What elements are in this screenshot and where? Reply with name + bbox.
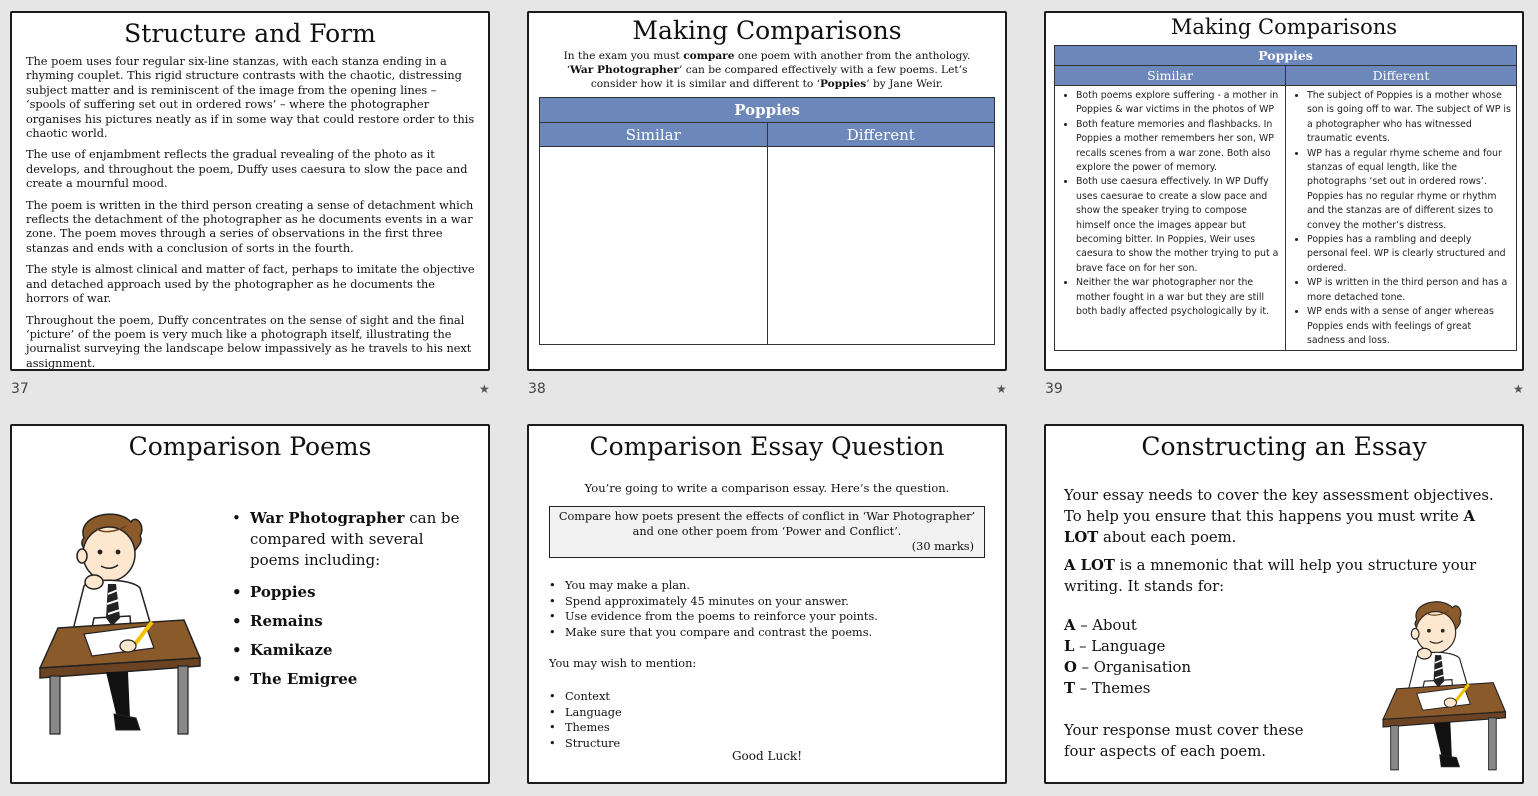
list-item: Context — [565, 690, 610, 703]
list-item: • WP ends with a sense of anger whereas Poppies ends with feelings of great sadness and loss. — [1307, 305, 1512, 348]
mnemonic-item — [1064, 678, 1191, 699]
poem-item: Kamikaze — [250, 641, 333, 659]
slide-intro — [551, 50, 983, 91]
paragraph: The style is almost clinical and matter of fact, perhaps to imitate the objective and detached approach used by the photographer as he documents the horrors of war. — [26, 263, 475, 306]
similar-cell — [1055, 86, 1285, 350]
bullet-icon: • — [232, 583, 242, 601]
different-cell — [767, 147, 995, 344]
paragraph-text: Your response must cover these — [1064, 722, 1304, 739]
list-item: You may make a plan. — [565, 579, 690, 592]
list-item: • Both poems explore suffering - a mother in Poppies & war victims in the photos of WP — [1076, 89, 1281, 118]
slide-37-thumbnail[interactable] — [10, 11, 490, 371]
poem-item: Poppies — [250, 583, 316, 601]
mnemonic-item — [1064, 615, 1191, 636]
list-item: Language — [565, 705, 622, 719]
bullet-icon: • — [232, 641, 242, 659]
list-item: Structure — [565, 736, 621, 750]
list-item: • WP has a regular rhyme scheme and four stanzas of equal length, like the photographs ‘set out in ordered rows’. Poppies has no regular rhyme or rhythm and the stanzas are of different sizes to convey the mother’s distress. — [1307, 147, 1512, 233]
table-body — [540, 147, 994, 344]
intro-text: In the exam you must — [563, 50, 684, 62]
intro-bold: compare — [683, 50, 735, 62]
table-header-row — [540, 123, 994, 147]
slide-39-thumbnail[interactable] — [1044, 11, 1524, 371]
good-luck-text: Good Luck! — [731, 749, 803, 763]
list-item: • Both use caesura effectively. In WP Duffy uses caesurae to create a slow pace and show the speaker trying to compose himself once the images appear but becoming bitter. In Poppies, Weir uses caesura to show the mother trying to put a brave face on for her son. — [1076, 175, 1281, 276]
list-item: • Poppies has a rambling and deeply personal feel. WP is clearly structured and ordered. — [1307, 233, 1512, 276]
bullet-icon: • — [549, 736, 556, 750]
poem-item: Remains — [250, 612, 323, 630]
bullet-icon: • — [232, 612, 242, 630]
lead-text: can be — [404, 509, 460, 527]
bullet-icon: • — [549, 721, 556, 735]
list-item: Use evidence from the poems to reinforce your points. — [565, 610, 878, 624]
paragraph-bold: A LOT — [1064, 557, 1115, 574]
table-body — [1055, 86, 1516, 350]
mention-label: You may wish to mention: — [549, 657, 697, 670]
column-header-different: Different — [1285, 66, 1516, 85]
table-header-row — [1055, 66, 1516, 86]
mnemonic-word: – Organisation — [1076, 659, 1191, 676]
bullet-icon: • — [549, 579, 556, 592]
mnemonic-letter: A — [1064, 617, 1076, 634]
bullet-icon: • — [549, 705, 556, 719]
poem-list — [232, 508, 472, 698]
paragraph-text: four aspects of each poem. — [1064, 743, 1266, 760]
paragraph: The poem uses four regular six-line stanzas, with each stanza ending in a rhyming couplet. This rigid structure contrasts with the chaotic, distressing subject matter and is reminiscent of the image from the opening lines – ‘spools of suffering set out in ordered rows’ – where the photographer organises his pictures neatly as if in some way that could restore order to this chaotic world. — [26, 55, 475, 141]
table-title: Poppies — [540, 98, 994, 123]
column-header-similar: Similar — [1147, 68, 1193, 83]
slide-38-thumbnail[interactable] — [527, 11, 1007, 371]
star-icon[interactable]: ★ — [996, 382, 1007, 396]
column-header-different: Different — [767, 123, 995, 146]
intro-text: one poem with another from the anthology. ‘ — [566, 50, 971, 76]
mnemonic-item — [1064, 657, 1191, 678]
slide-41-thumbnail[interactable] — [527, 424, 1007, 784]
slide-title: Making Comparisons — [632, 16, 902, 45]
slide-number: 38 — [528, 381, 546, 397]
paragraph-text: Your essay needs to cover the key assessment objectives. To help you ensure that this happens you must write — [1064, 487, 1494, 525]
slide-40-thumbnail[interactable] — [10, 424, 490, 784]
different-cell — [1285, 86, 1516, 350]
lead-poem: War Photographer — [250, 509, 405, 527]
paragraph-text: is a mnemonic that will help you structure your writing. It stands for: — [1064, 557, 1477, 595]
slide-number: 39 — [1045, 381, 1063, 397]
list-item: Make sure that you compare and contrast the poems. — [565, 625, 873, 639]
paragraph — [1064, 555, 1500, 597]
paragraph-text: about each poem. — [1098, 529, 1237, 546]
paragraph: Throughout the poem, Duffy concentrates on the sense of sight and the final ‘picture’ of the poem is very much like a photograph itself, illustrating the journalist surveying the landscape below impassively as he travels to his next assignment. — [26, 313, 472, 370]
lead-text: compared with several — [250, 530, 424, 548]
slide-body — [26, 55, 476, 371]
mnemonic-list — [1064, 615, 1191, 699]
paragraph — [1064, 720, 1304, 762]
bullet-icon: • — [232, 670, 242, 688]
star-icon[interactable]: ★ — [479, 382, 490, 396]
marks-label: (30 marks) — [911, 540, 974, 553]
slide-intro: You’re going to write a comparison essay. Here’s the question. — [584, 481, 950, 495]
mentions-list — [549, 689, 622, 751]
list-item: • Both feature memories and flashbacks. In Poppies a mother remembers her son, WP recalls scenes from a war zone. Both also explore the power of memory. — [1076, 118, 1281, 176]
mnemonic-word: – Language — [1074, 638, 1166, 655]
paragraph — [1064, 485, 1500, 548]
intro-bold: War Photographer — [569, 63, 680, 76]
intro-text: ’ can be compared effectively with a few poems. Let’s consider how it is similar and different to ‘ — [590, 63, 968, 90]
slide-42-thumbnail[interactable] — [1044, 424, 1524, 784]
intro-bold: Poppies — [819, 77, 867, 90]
list-item: • The subject of Poppies is a mother whose son is going off to war. The subject of WP is a photographer who has witnessed traumatic events. — [1307, 89, 1512, 147]
essay-question: Compare how poets present the effects of conflict in ‘War Photographer’ and one other poem from ‘Power and Conflict’. — [558, 510, 976, 538]
bullet-icon: • — [549, 594, 556, 608]
slide-title: Structure and Form — [124, 19, 376, 48]
table-title: Poppies — [1055, 46, 1516, 66]
slide-title: Making Comparisons — [1170, 15, 1398, 39]
list-item: Spend approximately 45 minutes on your answer. — [565, 594, 849, 608]
slide-title: Comparison Essay Question — [589, 432, 945, 461]
mnemonic-letter: T — [1064, 680, 1076, 697]
comparison-table — [1054, 45, 1517, 351]
mnemonic-word: – About — [1075, 617, 1137, 634]
similar-cell — [540, 147, 767, 344]
paragraph-bold: A LOT — [1064, 508, 1475, 546]
mnemonic-letter: O — [1064, 659, 1077, 676]
bullet-icon: • — [549, 690, 556, 703]
mnemonic-letter: L — [1064, 638, 1075, 655]
poem-item: The Emigree — [250, 670, 358, 688]
list-item: Themes — [565, 721, 610, 735]
student-at-desk-illustration — [1380, 596, 1510, 774]
list-item: • WP is written in the third person and has a more detached tone. — [1307, 276, 1512, 305]
mnemonic-item — [1064, 636, 1191, 657]
paragraph: The use of enjambment reflects the gradual revealing of the photo as it develops, and throughout the poem, Duffy uses caesura to slow the pace and create a mournful mood. — [26, 148, 468, 191]
star-icon[interactable]: ★ — [1513, 382, 1524, 396]
instructions-list — [549, 578, 878, 640]
slide-title: Comparison Poems — [128, 432, 372, 461]
bullet-icon: • — [549, 625, 556, 639]
column-header-similar: Similar — [625, 126, 681, 144]
bullet-icon: • — [232, 509, 241, 527]
student-at-desk-illustration — [36, 508, 206, 738]
slide-title: Constructing an Essay — [1141, 432, 1427, 461]
essay-question-box — [549, 506, 985, 558]
bullet-icon: • — [549, 610, 556, 624]
comparison-table — [539, 97, 995, 345]
paragraph: The poem is written in the third person creating a sense of detachment which reflects the detachment of the photographer as he documents events in a war zone. The poem moves through a series of observations in the first three stanzas and ends with a conclusion of sorts in the fourth. — [26, 198, 474, 255]
lead-text: poems including: — [250, 551, 381, 569]
intro-text: ’ by Jane Weir. — [866, 77, 944, 90]
list-item: • Neither the war photographer nor the mother fought in a war but they are still both badly affected psychologically by it. — [1076, 276, 1281, 319]
slide-number: 37 — [11, 381, 29, 397]
mnemonic-word: – Themes — [1075, 680, 1151, 697]
